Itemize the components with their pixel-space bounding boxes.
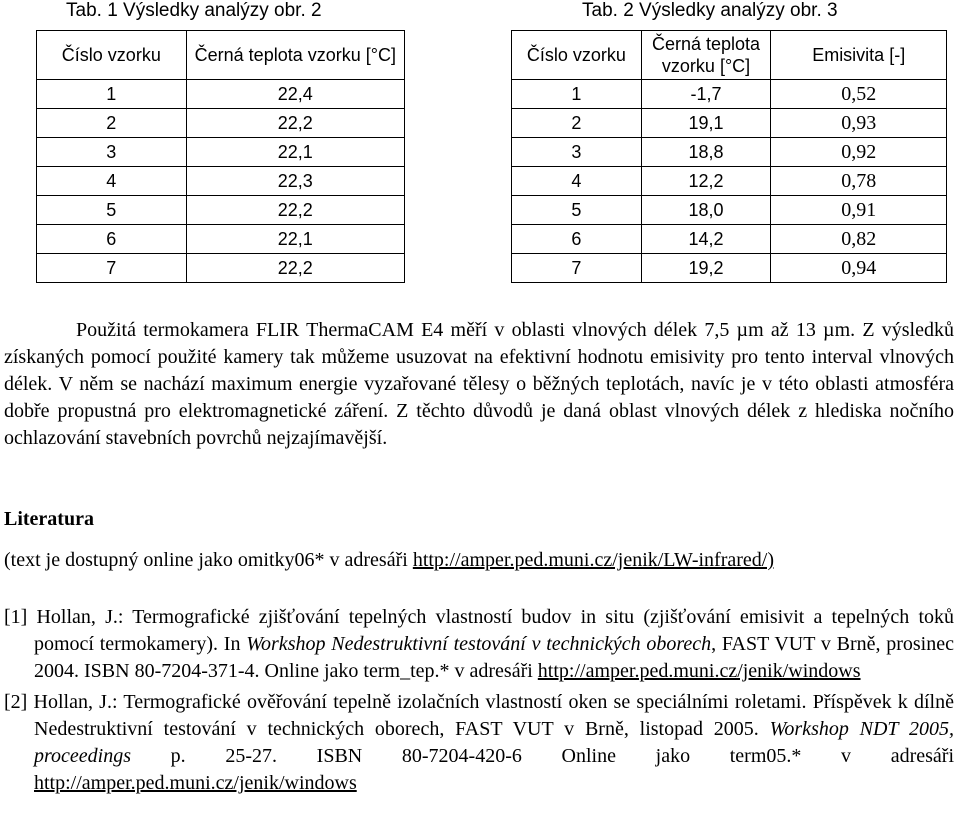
table2-header-temp: Černá teplota vzorku [°C] [641, 31, 771, 80]
table1-cell: 22,2 [186, 254, 404, 283]
table1-cell: 22,2 [186, 109, 404, 138]
table-row [512, 167, 947, 196]
table-row [512, 225, 947, 254]
reference-italic: Workshop Nedestruktivní testování v technických oborech [246, 633, 712, 655]
table2-cell: 12,2 [641, 167, 771, 196]
table1-header-sample: Číslo vzorku [37, 31, 187, 80]
table2-cell: 2 [512, 109, 642, 138]
table-row [37, 254, 405, 283]
reference-text: [1] Hollan, J.: Termografické zjišťování tepelných vlastností budov in situ (zjišťování emisivit a tepelných toků pomocí termokamery). In [4, 606, 954, 655]
table-row [512, 138, 947, 167]
table-row [37, 196, 405, 225]
table2-cell: 6 [512, 225, 642, 254]
reference-text: , FAST VUT v Brně, prosinec 2004. ISBN 80-7204-371-4. Online jako term_tep.* v adresáři [34, 633, 954, 682]
table2-cell: 7 [512, 254, 642, 283]
table1-cell: 22,1 [186, 138, 404, 167]
online-note-link[interactable]: http://amper.ped.muni.cz/jenik/LW-infrared/) [412, 549, 774, 571]
table2-cell: 3 [512, 138, 642, 167]
table2-cell: 4 [512, 167, 642, 196]
table2-cell: -1,7 [641, 80, 771, 109]
table2-caption: Tab. 2 Výsledky analýzy obr. 3 [582, 0, 838, 21]
table1-cell: 7 [37, 254, 187, 283]
table-row [37, 109, 405, 138]
table1-header-temp: Černá teplota vzorku [°C] [186, 31, 404, 80]
table2-cell: 0,91 [771, 196, 947, 225]
table-row [512, 109, 947, 138]
table1-cell: 2 [37, 109, 187, 138]
table2-cell: 18,8 [641, 138, 771, 167]
table2-cell: 0,94 [771, 254, 947, 283]
table2-cell: 0,78 [771, 167, 947, 196]
table-row [37, 225, 405, 254]
table2-cell: 5 [512, 196, 642, 225]
table2-cell: 14,2 [641, 225, 771, 254]
table2-cell: 0,82 [771, 225, 947, 254]
table-row [512, 254, 947, 283]
reference-item [4, 604, 954, 685]
table2-cell: 0,92 [771, 138, 947, 167]
table-row [512, 196, 947, 225]
table2-cell: 19,2 [641, 254, 771, 283]
body-paragraph [4, 317, 954, 452]
table2-cell: 18,0 [641, 196, 771, 225]
table1-cell: 22,4 [186, 80, 404, 109]
reference-list [4, 604, 954, 801]
table1-cell: 1 [37, 80, 187, 109]
reference-link[interactable]: http://amper.ped.muni.cz/jenik/windows [34, 772, 357, 794]
table1-cell: 3 [37, 138, 187, 167]
table1-cell: 6 [37, 225, 187, 254]
table-row [37, 167, 405, 196]
literature-heading: Literatura [4, 508, 94, 530]
table-row [37, 80, 405, 109]
online-note [4, 549, 774, 572]
table2 [511, 30, 947, 283]
table1 [36, 30, 405, 283]
reference-text: [2] Hollan, J.: Termografické ověřování tepelně izolačních vlastností oken se speciálními roletami. Příspěvek k dílně Nedestruktivní testování v technických oborech, FAST VUT v Brně, listopad 2005. [4, 691, 954, 740]
table2-cell: 19,1 [641, 109, 771, 138]
table2-cell: 0,52 [771, 80, 947, 109]
table1-caption: Tab. 1 Výsledky analýzy obr. 2 [66, 0, 322, 21]
table2-cell: 0,93 [771, 109, 947, 138]
table2-header-emissivity: Emisivita [-] [771, 31, 947, 80]
reference-link[interactable]: http://amper.ped.muni.cz/jenik/windows [537, 660, 861, 682]
online-note-text: (text je dostupný online jako omitky06* v adresáři [4, 549, 413, 571]
reference-item [4, 689, 954, 797]
reference-italic: Workshop NDT 2005, proceedings [34, 718, 954, 767]
table2-header-sample: Číslo vzorku [512, 31, 642, 80]
table1-cell: 5 [37, 196, 187, 225]
table1-cell: 4 [37, 167, 187, 196]
table1-cell: 22,2 [186, 196, 404, 225]
table2-cell: 1 [512, 80, 642, 109]
table1-cell: 22,1 [186, 225, 404, 254]
table-row [37, 138, 405, 167]
paragraph-text: Použitá termokamera FLIR ThermaCAM E4 měří v oblasti vlnových délek 7,5 µm až 13 µm. Z výsledků získaných pomocí použité kamery tak můžeme usuzovat na efektivní hodnotu emisivity pro tento interval vlnových délek. V něm se nachází maximum energie vyzařované tělesy o běžných teplotách, navíc je v této oblasti atmosféra dobře propustná pro elektromagnetické záření. Z těchto důvodů je daná oblast vlnových délek z hlediska nočního ochlazování stavebních povrchů nejzajímavější. [4, 319, 954, 449]
table-row [512, 80, 947, 109]
table1-cell: 22,3 [186, 167, 404, 196]
reference-text: p. 25-27. ISBN 80-7204-420-6 Online jako term05.* v adresáři [131, 745, 954, 767]
